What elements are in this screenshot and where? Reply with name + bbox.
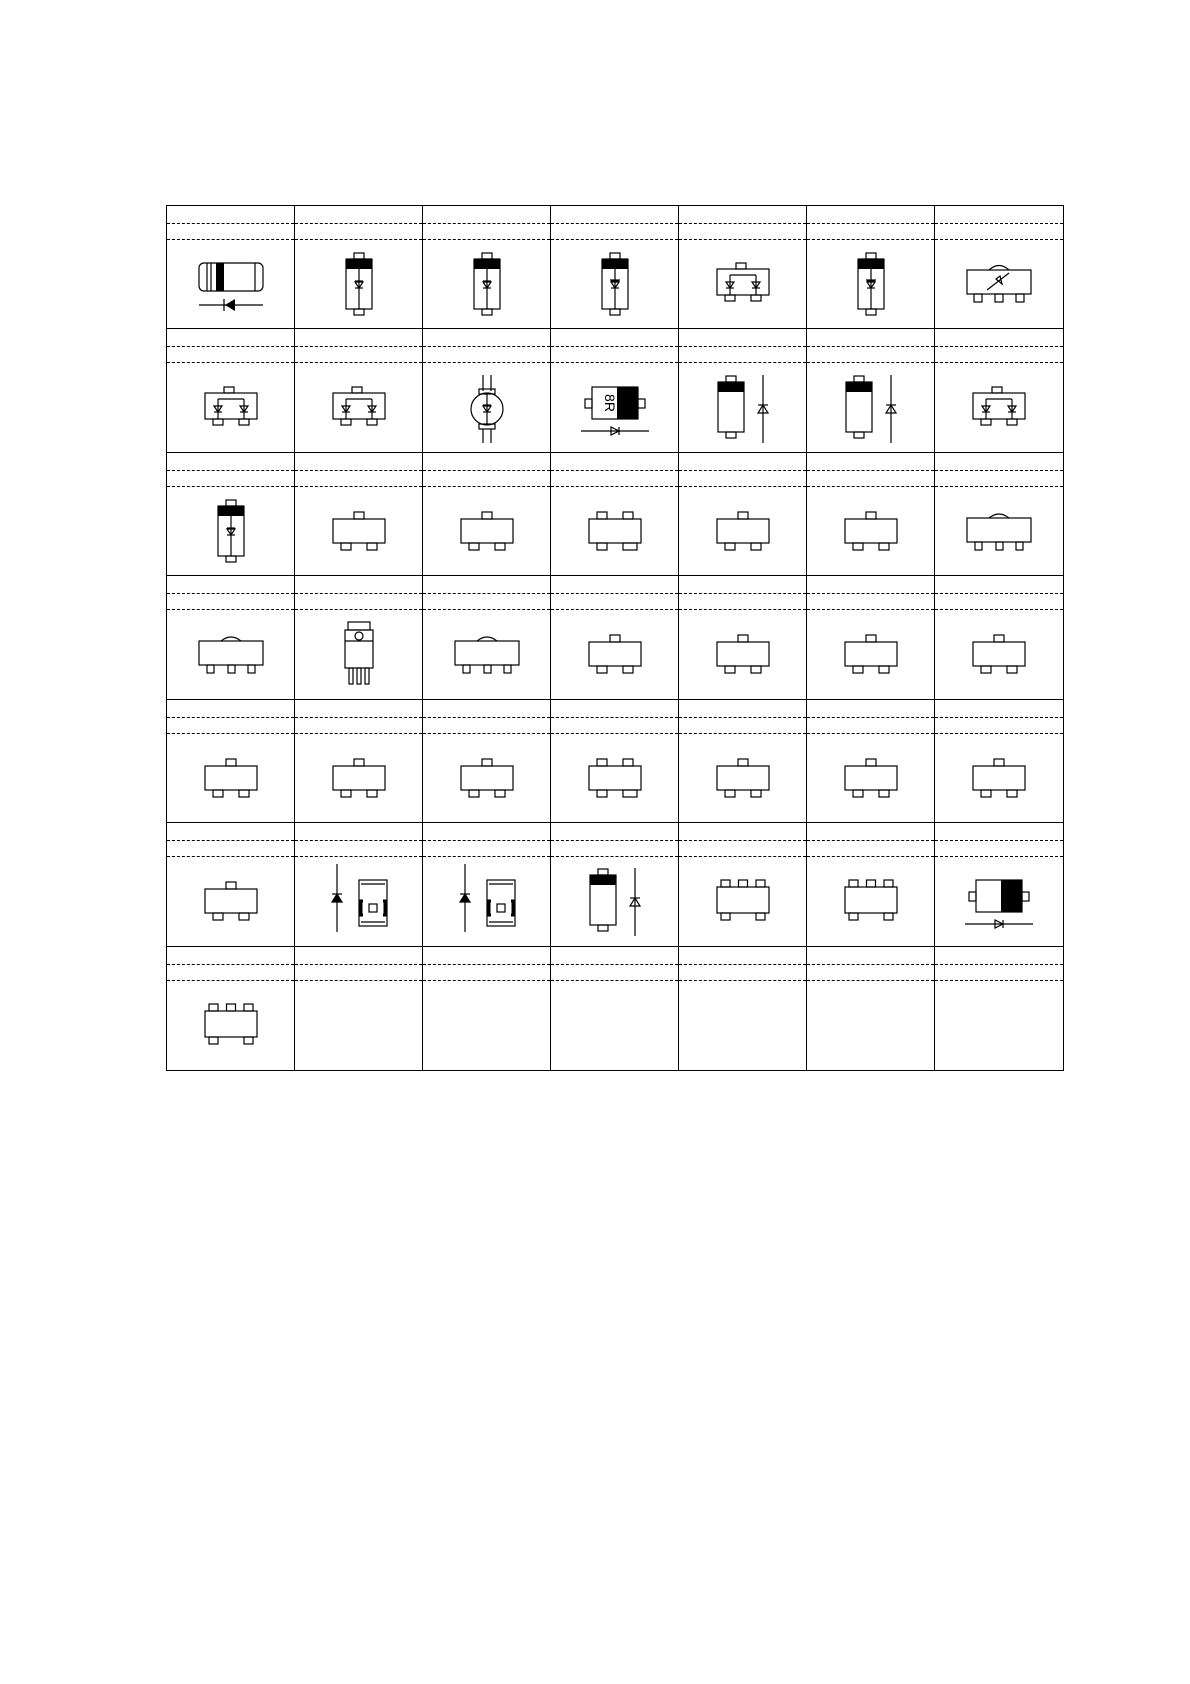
table-cell (679, 206, 807, 329)
dashed-rule (679, 840, 806, 841)
dashed-rule (167, 840, 294, 841)
table-cell (295, 700, 423, 823)
table-cell (679, 453, 807, 576)
sod-diode-with-symbol-icon (679, 365, 806, 451)
dashed-rule (807, 964, 934, 965)
dashed-rule (551, 717, 678, 718)
dashed-rule (167, 733, 294, 734)
table-cell (295, 329, 423, 452)
table-cell (167, 453, 295, 576)
table-cell (295, 206, 423, 329)
dashed-rule (295, 470, 422, 471)
dashed-rule (295, 980, 422, 981)
sot89-icon (423, 612, 550, 698)
smb-diode-with-symbol-icon (423, 859, 550, 945)
smb-diode-with-symbol-icon (295, 859, 422, 945)
dashed-rule (295, 362, 422, 363)
dashed-rule (935, 593, 1063, 594)
dashed-rule (807, 470, 934, 471)
sot23-icon (679, 736, 806, 822)
table-cell (807, 823, 935, 946)
dashed-rule (935, 733, 1063, 734)
dashed-rule (679, 856, 806, 857)
dashed-rule (679, 733, 806, 734)
sod-zener-diode-icon (551, 242, 678, 328)
dashed-rule (167, 980, 294, 981)
dashed-rule (295, 223, 422, 224)
dashed-rule (935, 609, 1063, 610)
dashed-rule (679, 980, 806, 981)
dashed-rule (807, 593, 934, 594)
dashed-rule (807, 486, 934, 487)
table-cell (935, 576, 1063, 699)
table-cell (167, 823, 295, 946)
table-cell (423, 329, 551, 452)
dashed-rule (679, 609, 806, 610)
dashed-rule (551, 486, 678, 487)
sot23-icon (935, 736, 1063, 822)
table-cell (423, 823, 551, 946)
axial-diode-icon (423, 365, 550, 451)
table-cell (423, 453, 551, 576)
table-cell (935, 823, 1063, 946)
dashed-rule (551, 346, 678, 347)
dashed-rule (423, 733, 550, 734)
dashed-rule (551, 223, 678, 224)
table-cell (551, 206, 679, 329)
dashed-rule (423, 840, 550, 841)
sot23-icon (551, 612, 678, 698)
table-cell (423, 576, 551, 699)
dashed-rule (167, 346, 294, 347)
table-cell (679, 947, 807, 1070)
dashed-rule (423, 362, 550, 363)
sot23-icon (295, 489, 422, 575)
dashed-rule (679, 239, 806, 240)
table-cell (807, 206, 935, 329)
table-cell (679, 576, 807, 699)
dashed-rule (935, 717, 1063, 718)
component-package-table (166, 205, 1064, 1071)
dashed-rule (423, 486, 550, 487)
dashed-rule (423, 593, 550, 594)
sod-single-diode-icon (167, 489, 294, 575)
dashed-rule (551, 609, 678, 610)
smd-diode-8r-icon (551, 365, 678, 451)
dashed-rule (551, 964, 678, 965)
dashed-rule (167, 486, 294, 487)
dashed-rule (551, 239, 678, 240)
sot23-icon (167, 736, 294, 822)
sot23-icon (295, 736, 422, 822)
table-cell (679, 329, 807, 452)
dashed-rule (423, 856, 550, 857)
sot23-icon (423, 489, 550, 575)
sot-dual-diode-icon (679, 242, 806, 328)
table-cell (167, 576, 295, 699)
dashed-rule (807, 239, 934, 240)
smd-diode-icon (935, 859, 1063, 945)
sot23-icon (807, 612, 934, 698)
table-cell (935, 700, 1063, 823)
table-cell (295, 947, 423, 1070)
dashed-rule (807, 362, 934, 363)
dashed-rule (935, 486, 1063, 487)
dashed-rule (679, 593, 806, 594)
table-cell (807, 576, 935, 699)
dashed-rule (295, 346, 422, 347)
table-cell (935, 329, 1063, 452)
dashed-rule (423, 964, 550, 965)
sot-varactor-icon (935, 242, 1063, 328)
sot23-icon (167, 859, 294, 945)
melf-diode-icon (167, 242, 294, 328)
sot-5pin-icon (167, 983, 294, 1070)
table-cell (423, 700, 551, 823)
dashed-rule (551, 362, 678, 363)
table-cell (423, 947, 551, 1070)
sot89-icon (167, 612, 294, 698)
dashed-rule (679, 486, 806, 487)
table-cell (551, 947, 679, 1070)
sot-4pin-icon (551, 736, 678, 822)
table-cell (679, 700, 807, 823)
table-cell (167, 947, 295, 1070)
dashed-rule (935, 239, 1063, 240)
dashed-rule (295, 593, 422, 594)
dashed-rule (935, 856, 1063, 857)
dashed-rule (423, 223, 550, 224)
sot-6pin-icon (679, 859, 806, 945)
table-cell (167, 700, 295, 823)
sot23-icon (423, 736, 550, 822)
dashed-rule (295, 856, 422, 857)
dashed-rule (935, 840, 1063, 841)
to220-icon (295, 612, 422, 698)
dashed-rule (807, 840, 934, 841)
dashed-rule (423, 717, 550, 718)
sod-single-diode-icon (295, 242, 422, 328)
dashed-rule (423, 609, 550, 610)
dashed-rule (423, 239, 550, 240)
dashed-rule (167, 223, 294, 224)
table-cell (935, 453, 1063, 576)
dashed-rule (807, 223, 934, 224)
dashed-rule (807, 733, 934, 734)
dashed-rule (551, 733, 678, 734)
dashed-rule (295, 840, 422, 841)
sod-single-diode-icon (423, 242, 550, 328)
sot-dual-diode-icon (295, 365, 422, 451)
sot89-icon (935, 489, 1063, 575)
dashed-rule (423, 470, 550, 471)
dashed-rule (679, 470, 806, 471)
table-cell (551, 453, 679, 576)
dashed-rule (295, 717, 422, 718)
dashed-rule (679, 346, 806, 347)
dashed-rule (295, 964, 422, 965)
dashed-rule (935, 346, 1063, 347)
dashed-rule (935, 980, 1063, 981)
dashed-rule (935, 470, 1063, 471)
table-cell (295, 576, 423, 699)
sot23-icon (807, 489, 934, 575)
table-cell (679, 823, 807, 946)
table-cell (551, 576, 679, 699)
sot23-icon (679, 489, 806, 575)
sot-dual-diode-icon (935, 365, 1063, 451)
table-cell (295, 453, 423, 576)
dashed-rule (295, 609, 422, 610)
sot-6pin-icon (807, 859, 934, 945)
table-cell (167, 329, 295, 452)
dashed-rule (679, 964, 806, 965)
dashed-rule (807, 980, 934, 981)
table-cell (551, 700, 679, 823)
table-cell (423, 206, 551, 329)
dashed-rule (167, 470, 294, 471)
dashed-rule (807, 717, 934, 718)
table-cell (167, 206, 295, 329)
dashed-rule (295, 733, 422, 734)
dashed-rule (807, 856, 934, 857)
dashed-rule (679, 362, 806, 363)
dashed-rule (167, 609, 294, 610)
dashed-rule (551, 593, 678, 594)
dashed-rule (167, 964, 294, 965)
table-cell (807, 700, 935, 823)
dashed-rule (935, 362, 1063, 363)
table-cell (935, 206, 1063, 329)
dashed-rule (807, 609, 934, 610)
table-cell (935, 947, 1063, 1070)
table-cell (551, 329, 679, 452)
table-cell (807, 329, 935, 452)
sod-diode-with-symbol-icon (551, 859, 678, 945)
table-cell (807, 453, 935, 576)
marking-8r-text: 8R (601, 393, 618, 412)
dashed-rule (551, 470, 678, 471)
dashed-rule (167, 856, 294, 857)
dashed-rule (551, 840, 678, 841)
sot23-icon (679, 612, 806, 698)
sot23-icon (935, 612, 1063, 698)
dashed-rule (551, 856, 678, 857)
dashed-rule (295, 239, 422, 240)
dashed-rule (935, 964, 1063, 965)
dashed-rule (167, 593, 294, 594)
table-cell (551, 823, 679, 946)
sot23-icon (807, 736, 934, 822)
dashed-rule (167, 362, 294, 363)
sod-zener-diode-icon (807, 242, 934, 328)
dashed-rule (807, 346, 934, 347)
dashed-rule (423, 346, 550, 347)
sot-4pin-icon (551, 489, 678, 575)
sod-diode-with-symbol-icon (807, 365, 934, 451)
dashed-rule (551, 980, 678, 981)
table-cell (295, 823, 423, 946)
table-cell (807, 947, 935, 1070)
dashed-rule (679, 717, 806, 718)
dashed-rule (167, 239, 294, 240)
dashed-rule (423, 980, 550, 981)
dashed-rule (679, 223, 806, 224)
dashed-rule (167, 717, 294, 718)
dashed-rule (295, 486, 422, 487)
sot-dual-diode-icon (167, 365, 294, 451)
dashed-rule (935, 223, 1063, 224)
